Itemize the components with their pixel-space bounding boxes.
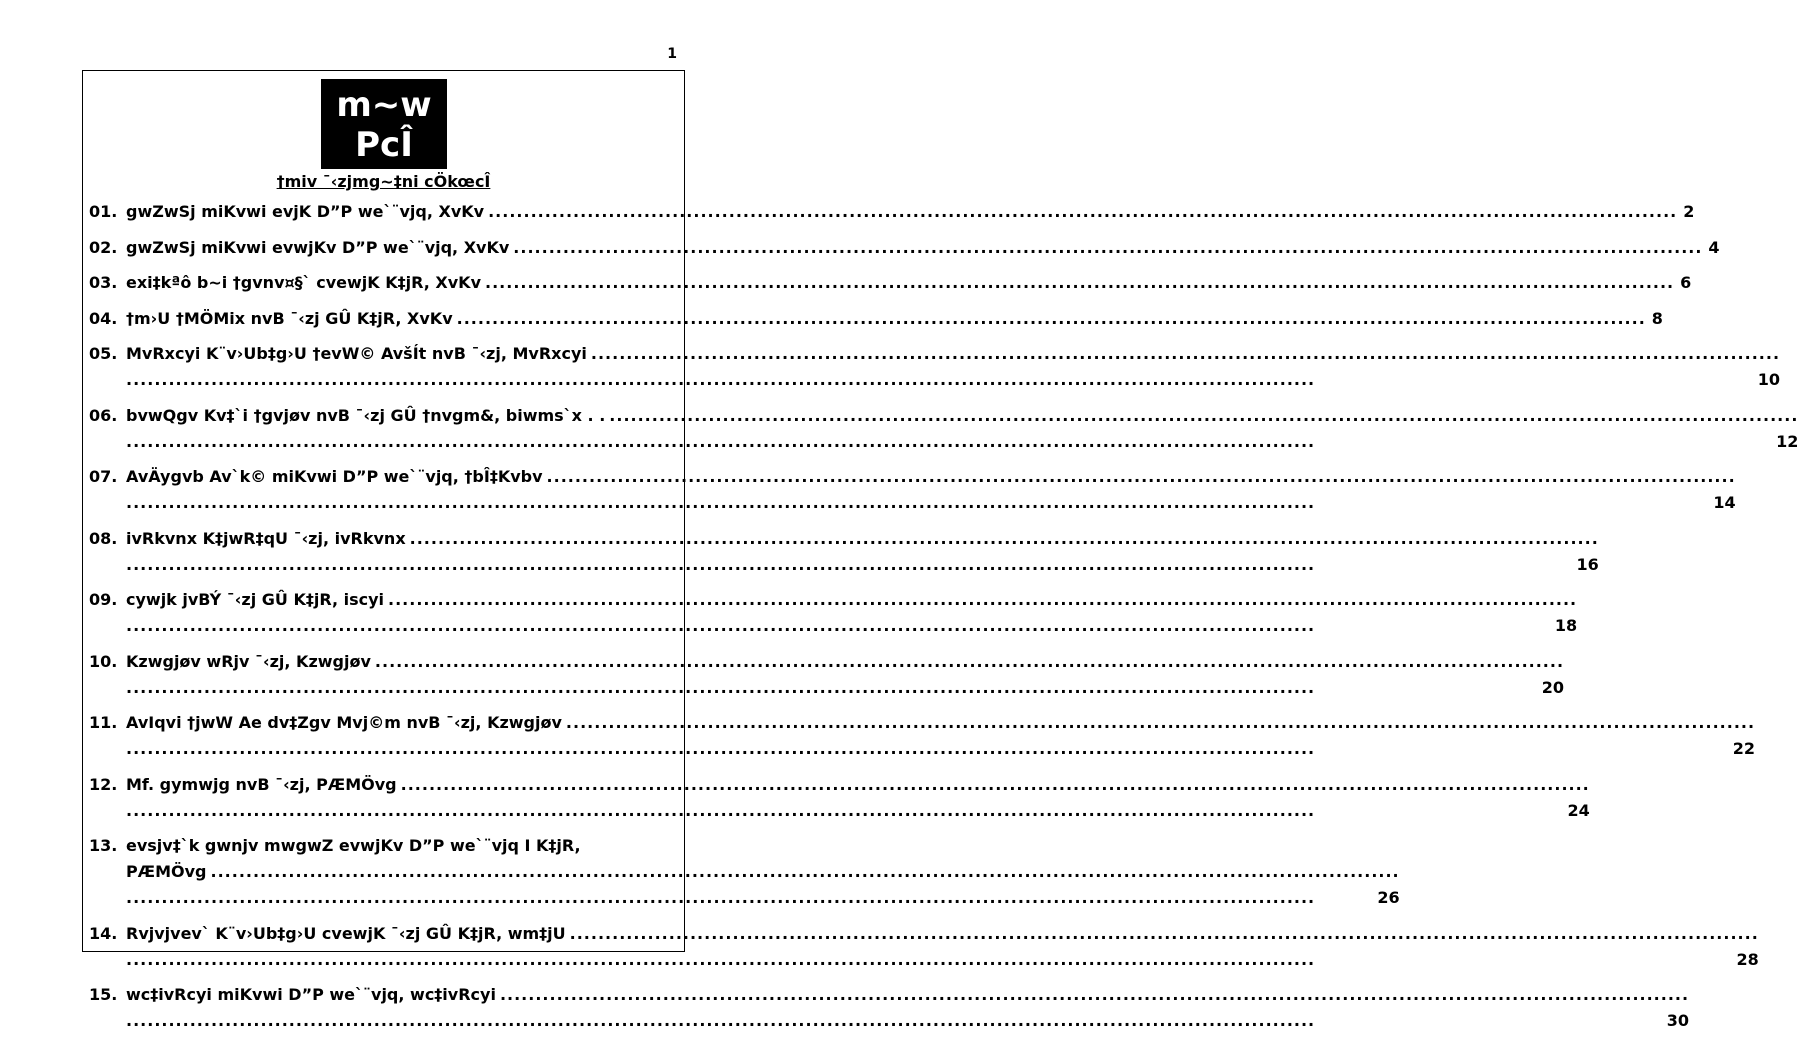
toc-entry-body [126,710,1755,762]
toc-entry-line [126,649,1564,675]
toc-entry-title: Rvjvjvev` K¨v›Ub‡g›U cvewjK ¯‹zj GÛ K‡jR, wm‡jU [126,923,566,943]
toc-entry-page: 8 [1651,308,1663,328]
toc-entry-page: 18 [1554,616,1578,635]
toc-entry [89,921,1759,973]
dot-leader [500,982,1689,1008]
dot-leader [126,1008,1667,1034]
toc-entry-number: 03. [89,273,118,292]
toc-entry-page: 20 [1541,677,1565,697]
dot-leader [126,552,1577,578]
dot-leader [211,859,1400,885]
toc-entry-line [126,798,1590,824]
table-of-contents [89,199,1798,1044]
toc-entry-line [126,199,1694,225]
toc-entry-line [126,1008,1689,1034]
title-line-2: PcÎ [355,125,413,165]
toc-entry [89,526,1599,578]
toc-entry-body [126,526,1599,578]
toc-entry-title: PÆMÖvg [126,862,207,881]
content-frame [82,70,1798,1030]
toc-entry-line [126,270,1691,296]
dot-leader [401,772,1590,798]
toc-entry-line [126,833,1400,859]
toc-entry-number: 09. [89,590,118,609]
toc-entry-number: 14. [89,923,118,943]
toc-entry-number: 07. [89,467,118,486]
dot-leader [570,921,1759,947]
dot-leader [126,736,1733,762]
dot-leader [126,947,1737,973]
toc-entry-number: 08. [89,528,118,548]
toc-entry-title: wc‡ivRcyi miKvwi D”P we`¨vjq, wc‡ivRcyi [126,985,496,1004]
toc-entry-body [126,587,1577,639]
toc-entry-number: 04. [89,308,118,328]
toc-entry-number: 01. [89,202,118,221]
title-box [321,79,447,169]
toc-entry-title: Mf. gymwjg nvB ¯‹zj, PÆMÖvg [126,774,397,794]
toc-entry-page: 12 [1776,431,1798,451]
toc-entry [89,982,1690,1034]
toc-entry-page: 14 [1713,493,1736,512]
toc-entry-body [126,341,1780,393]
toc-entry-number: 13. [89,836,118,855]
toc-entry-line [126,429,1798,455]
dot-leader [485,270,1674,296]
toc-entry [89,306,1663,332]
dot-leader [126,675,1542,701]
dot-leader [126,798,1567,824]
toc-entry-title: bvwQgv Kv‡`i †gvjøv nvB ¯‹zj GÛ †nvgm&, biwms`x . . [126,405,606,425]
toc-entry-page: 30 [1666,1011,1690,1030]
toc-entry-line [126,403,1798,429]
toc-entry [89,341,1781,393]
toc-entry-page: 16 [1576,554,1599,574]
toc-entry [89,772,1590,824]
toc-entry-body [126,772,1590,824]
toc-entry [89,403,1798,455]
dot-leader [547,464,1736,490]
toc-entry-number: 12. [89,774,118,794]
toc-entry-body [126,403,1798,455]
toc-entry [89,649,1565,701]
toc-entry-number: 15. [89,985,118,1004]
toc-entry-body [126,306,1663,332]
toc-entry-line [126,552,1599,578]
toc-entry-title: exi‡kªô b~i †gvnv¤§` cvewjK K‡jR, XvKv [126,273,481,292]
toc-entry-line [126,464,1736,490]
toc-entry-number: 02. [89,237,118,257]
toc-entry-line [126,947,1759,973]
toc-entry-title: Kzwgjøv wRjv ¯‹zj, Kzwgjøv [126,651,371,671]
toc-entry-line [126,859,1400,885]
toc-subtitle: †miv ¯‹zjmg~‡ni cÖkœcÎ [276,172,491,191]
dot-leader [126,613,1555,639]
dot-leader [126,885,1377,911]
dot-leader [410,526,1599,552]
toc-entry-line [126,490,1736,516]
toc-entry-title: gwZwSj miKvwi evjK D”P we`¨vjq, XvKv [126,202,485,221]
toc-entry-line [126,675,1564,701]
toc-entry-page: 4 [1708,237,1720,257]
toc-entry [89,270,1692,296]
toc-entry-line [126,613,1577,639]
toc-entry-title: cywjk jvBÝ ¯‹zj GÛ K‡jR, iscyi [126,590,384,609]
title-line-1: m~w [336,85,432,125]
dot-leader [513,235,1702,261]
dot-leader [375,649,1564,675]
toc-entry-line [126,341,1780,367]
toc-entry-page: 28 [1736,949,1759,969]
toc-entry-page: 10 [1757,370,1781,389]
toc-entry [89,199,1695,225]
toc-entry-number: 10. [89,651,118,671]
dot-leader [126,429,1776,455]
toc-entry [89,587,1578,639]
toc-entry-body [126,982,1689,1034]
toc-entry-body [126,270,1691,296]
toc-entry-line [126,982,1689,1008]
dot-leader [457,306,1646,332]
dot-leader [591,341,1780,367]
toc-entry-line [126,235,1720,261]
toc-entry-body [126,649,1564,701]
toc-entry [89,710,1756,762]
toc-entry-number: 05. [89,344,118,363]
dot-leader [388,587,1577,613]
toc-entry-number: 11. [89,713,118,732]
toc-entry-line [126,367,1780,393]
toc-entry-line [126,526,1599,552]
page-number: 1 [667,46,677,62]
dot-leader [126,490,1713,516]
toc-entry-title: AvIqvi †jwW Ae dv‡Zgv Mvj©m nvB ¯‹zj, Kzwgjøv [126,713,562,732]
toc-entry-title: evsjv‡`k gwnjv mwgwZ evwjKv D”P we`¨vjq I K‡jR, [126,836,581,855]
toc-entry-body [126,464,1736,516]
dot-leader [566,710,1755,736]
dot-leader [609,403,1798,429]
dot-leader [488,199,1677,225]
toc-entry-number: 06. [89,405,118,425]
toc-entry [89,235,1720,261]
toc-entry-line [126,306,1663,332]
toc-entry-line [126,587,1577,613]
toc-entry-line [126,885,1400,911]
toc-entry-body [126,921,1759,973]
toc-entry-page: 22 [1732,739,1756,758]
toc-entry-page: 2 [1683,202,1695,221]
toc-entry-title: †m›U †MÖMix nvB ¯‹zj GÛ K‡jR, XvKv [126,308,453,328]
toc-entry-body [126,833,1400,911]
toc-entry-line [126,736,1755,762]
toc-entry-body [126,199,1694,225]
toc-entry-title: MvRxcyi K¨v›Ub‡g›U †evW© AvšÍt nvB ¯‹zj, MvRxcyi [126,344,587,363]
toc-entry-page: 26 [1377,888,1400,907]
toc-entry [89,833,1400,911]
toc-entry-body [126,235,1720,261]
toc-entry-page: 6 [1680,273,1692,292]
toc-entry-page: 24 [1567,800,1590,820]
toc-entry-line [126,710,1755,736]
toc-entry-line [126,921,1759,947]
toc-entry-title: AvÄygvb Av`k© miKvwi D”P we`¨vjq, †bÎ‡Kvbv [126,467,543,486]
dot-leader [126,367,1758,393]
toc-entry-title: ivRkvnx K‡jwR‡qU ¯‹zj, ivRkvnx [126,528,406,548]
toc-entry-line [126,772,1590,798]
toc-entry [89,464,1736,516]
toc-entry-title: gwZwSj miKvwi evwjKv D”P we`¨vjq, XvKv [126,237,510,257]
